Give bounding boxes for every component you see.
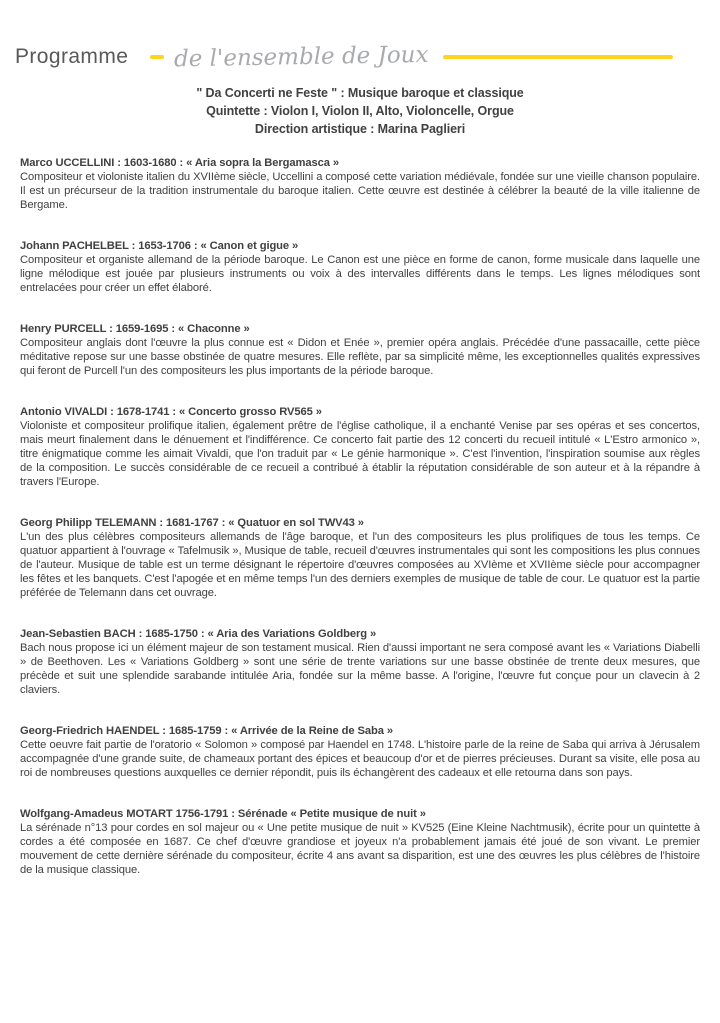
page-header (15, 40, 673, 74)
entry-heading: Marco UCCELLINI : 1603-1680 : « Aria sopra la Bergamasca » (20, 157, 339, 169)
entry-body: La sérénade n°13 pour cordes en sol majeur ou « Une petite musique de nuit » KV525 (Eine Kleine Nachtmusik), écrite pour un quintette à cordes a été composée en 1687. Ce chef d'œuvre grandiose et joyeux n'a probablement jamais été joué de son vivant. Le premier mouvement de cette dernière sérénade du compositeur, écrite 4 ans avant sa disparition, est une des œuvres les plus célèbres de l'histoire de la musique classique. (20, 822, 700, 876)
entry-pachelbel (20, 239, 700, 295)
entry-heading: Georg-Friedrich HAENDEL : 1685-1759 : « Arrivée de la Reine de Saba » (20, 725, 393, 737)
entry-body: Violoniste et compositeur prolifique italien, également prêtre de l'église catholique, il a enchanté Venise par ses opéras et ses concertos, mais meurt finalement dans le dénuement et l'indifférence. Ce concerto fait partie des 12 concerti du recueil intitulé « L'Estro armonico », titre énigmatique comme les aimait Vivaldi, que l'on traduit par « Le génie harmonique ». C'est l'invention, l'inspiration soumise aux règles de la composition. Le succès considérable de ce recueil a contribué à établir la réputation considérable de son auteur et à la répandre à travers l'Europe. (20, 420, 700, 488)
entry-bach (20, 627, 700, 697)
accent-rule (443, 55, 673, 59)
page-title: Programme (15, 45, 129, 68)
entry-vivaldi (20, 405, 700, 489)
intro-concert-title: " Da Concerti ne Feste " : Musique baroque et classique (196, 86, 524, 100)
entry-body: Cette oeuvre fait partie de l'oratorio « Solomon » composé par Haendel en 1748. L'histoire parle de la reine de Saba qui arriva à Jérusalem accompagnée d'une grande suite, de chameaux portant des épices et beaucoup d'or et de pierres précieuses. Durant sa visite, elle posa au roi de nombreuses questions auxquelles ce dernier répondit, puis ils échangèrent des cadeaux et elle retourna dans son pays. (20, 739, 700, 779)
ensemble-script-title: de l'ensemble de Joux (174, 41, 429, 73)
entry-body: L'un des plus célèbres compositeurs allemands de l'âge baroque, et l'un des compositeurs les plus prolifiques de tous les temps. Ce quatuor appartient à l'ouvrage « Tafelmusik », Musique de table, recueil d'œuvres instrumentales qui sont les compositions les plus connues de l'auteur. Musique de table est un terme désignant le répertoire d'œuvres composées au XVIème et XVIIème siècle pour accompagner les fêtes et les banquets. C'est l'apogée et en même temps l'un des derniers exemples de musique de table de cour. Le quatuor est la partie préférée de Telemann dans cet ouvrage. (20, 531, 700, 599)
entry-heading: Johann PACHELBEL : 1653-1706 : « Canon et gigue » (20, 240, 299, 252)
entry-heading: Henry PURCELL : 1659-1695 : « Chaconne » (20, 323, 250, 335)
entry-body: Compositeur et organiste allemand de la période baroque. Le Canon est une pièce en forme de canon, forme musicale dans laquelle une ligne mélodique est jouée par plusieurs instruments ou voix à des intervalles différents dans le temps. Les lignes mélodiques sont entrelacées pour créer un effet élaboré. (20, 254, 700, 294)
entry-body: Compositeur et violoniste italien du XVIIème siècle, Uccellini a composé cette variation médiévale, fondée sur une vieille chanson populaire. Il est un précurseur de la tradition instrumentale du baroque italien. Cette œuvre est destinée à célébrer la beauté de la ville italienne de Bergame. (20, 171, 700, 211)
entry-heading: Antonio VIVALDI : 1678-1741 : « Concerto grosso RV565 » (20, 406, 322, 418)
accent-dash (150, 55, 164, 59)
intro-direction: Direction artistique : Marina Paglieri (254, 122, 466, 136)
programme-entries (20, 156, 700, 904)
entry-uccellini (20, 156, 700, 212)
entry-heading: Jean-Sebastien BACH : 1685-1750 : « Aria des Variations Goldberg » (20, 628, 377, 640)
entry-heading: Georg Philipp TELEMANN : 1681-1767 : « Quatuor en sol TWV43 » (20, 517, 364, 529)
concert-intro (0, 84, 720, 138)
entry-heading: Wolfgang-Amadeus MOTART 1756-1791 : Sérénade « Petite musique de nuit » (20, 808, 426, 820)
intro-quintette: Quintette : Violon I, Violon II, Alto, Violoncelle, Orgue (206, 104, 514, 118)
entry-purcell (20, 322, 700, 378)
entry-body: Compositeur anglais dont l'œuvre la plus connue est « Didon et Enée », premier opéra anglais. Précédée d'une passacaille, cette pièce méditative repose sur une basse obstinée de quatre mesures. Elle reflète, par sa simplicité même, les exceptionnelles qualités expressives qui feront de Purcell l'un des compositeurs les plus importants de la période baroque. (20, 337, 700, 377)
entry-haendel (20, 724, 700, 780)
entry-mozart (20, 807, 700, 877)
entry-body: Bach nous propose ici un élément majeur de son testament musical. Rien d'aussi important ne sera composé avant les « Variations Diabelli » de Beethoven. Les « Variations Goldberg » sont une série de trente variations sur une basse obstinée de trente deux mesures, que précède et suit une splendide sarabande intitulée Aria, fondée sur la même basse. A l'origine, l'œuvre fut conçue pour un clavecin à 2 claviers. (20, 642, 700, 696)
entry-telemann (20, 516, 700, 600)
